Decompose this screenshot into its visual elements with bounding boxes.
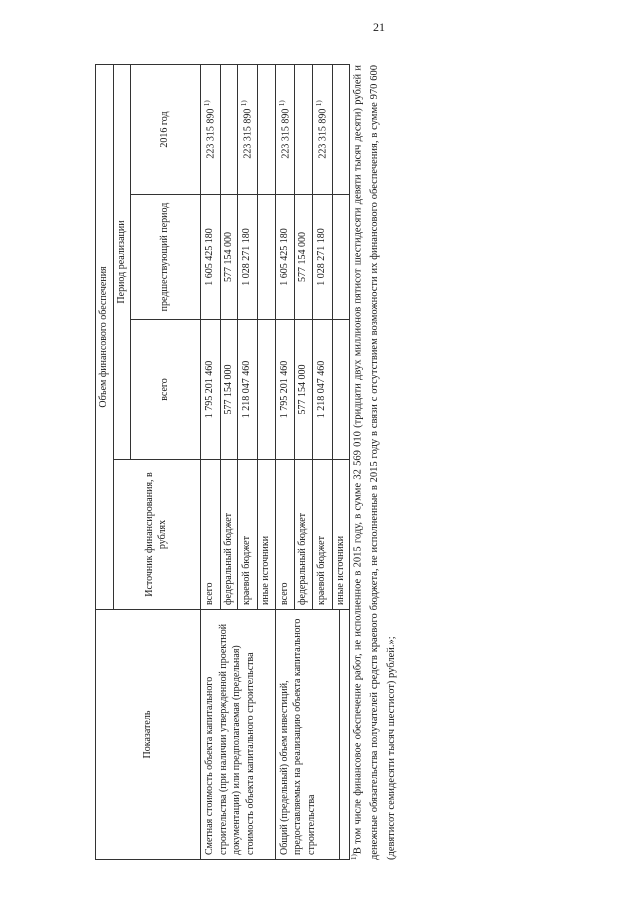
header-period: Период реализации [113,65,131,460]
previous-cell [258,195,276,320]
header-row-1 [96,65,114,860]
year-cell [295,65,313,195]
source-cell: всего [275,460,295,610]
header-previous: предшествующий период [131,195,201,320]
year-cell [275,65,295,195]
source-cell: всего [201,460,221,610]
total-cell [332,320,350,460]
financing-table [95,64,350,860]
source-cell: иные источники [258,460,276,610]
previous-cell [332,195,350,320]
year-cell [201,65,221,195]
footnote [349,65,401,860]
footnote-ref: 1) [203,100,211,107]
previous-cell: 577 154 000 [220,195,238,320]
previous-cell: 1 605 425 180 [201,195,221,320]
footnote-ref: 1) [240,100,249,107]
header-financing-volume: Объем финансового обеспечения [96,65,114,610]
source-cell: иные источники [332,460,350,610]
total-cell: 577 154 000 [295,320,313,460]
table-row [275,65,295,860]
source-cell: краевой бюджет [312,460,332,610]
year-cell [220,65,238,195]
previous-cell: 1 605 425 180 [275,195,295,320]
header-source: Источник финансирования, в рублях [113,460,201,610]
table-row [201,65,221,860]
rotated-page-content [95,65,445,860]
year-cell [238,65,258,195]
footnote-marker: 1) [350,854,358,860]
indicator-cell: Общий (предельный) объем инвестиций, предоставляемых на реализацию объекта капитального строительства [275,610,350,860]
year-value: 223 315 890 [317,108,329,159]
previous-cell: 1 028 271 180 [238,195,258,320]
footnote-text: В том числе финансовое обеспечение работ, не исполненное в 2015 году, в сумме 32 569 010 (тридцати двух миллионов пятисот шестидесяти девяти тысяч десяти) рублей и денежные обязательства получателей средств краевого бюджета, не исполненные в 2015 году в связи с отсутствием возможности их финансового обеспечения, в сумме 970 600 (девятисот семидесяти тысяч шестисот) рублей.»; [352,65,398,860]
total-cell: 1 795 201 460 [201,320,221,460]
total-cell: 1 795 201 460 [275,320,295,460]
year-cell [258,65,276,195]
previous-cell: 577 154 000 [295,195,313,320]
year-value: 223 315 890 [279,108,291,159]
total-cell: 1 218 047 460 [312,320,332,460]
total-cell: 1 218 047 460 [238,320,258,460]
footnote-separator [339,610,340,860]
total-cell [258,320,276,460]
year-value: 223 315 890 [242,108,254,159]
total-cell: 577 154 000 [220,320,238,460]
footnote-ref: 1) [277,100,286,107]
page-number: 21 [373,20,385,34]
previous-cell: 1 028 271 180 [312,195,332,320]
header-year: 2016 год [131,65,201,195]
year-cell [332,65,350,195]
footnote-ref: 1) [314,100,323,107]
indicator-cell: Сметная стоимость объекта капитального строительства (при наличии утвержденной проектной документации) или предполагаемая (предельная) стоимость объекта капитального строительства [201,610,276,860]
source-cell: краевой бюджет [238,460,258,610]
source-cell: федеральный бюджет [295,460,313,610]
header-indicator: Показатель [96,610,201,860]
year-value: 223 315 890 [205,108,217,159]
year-cell [312,65,332,195]
source-cell: федеральный бюджет [220,460,238,610]
header-total: всего [131,320,201,460]
